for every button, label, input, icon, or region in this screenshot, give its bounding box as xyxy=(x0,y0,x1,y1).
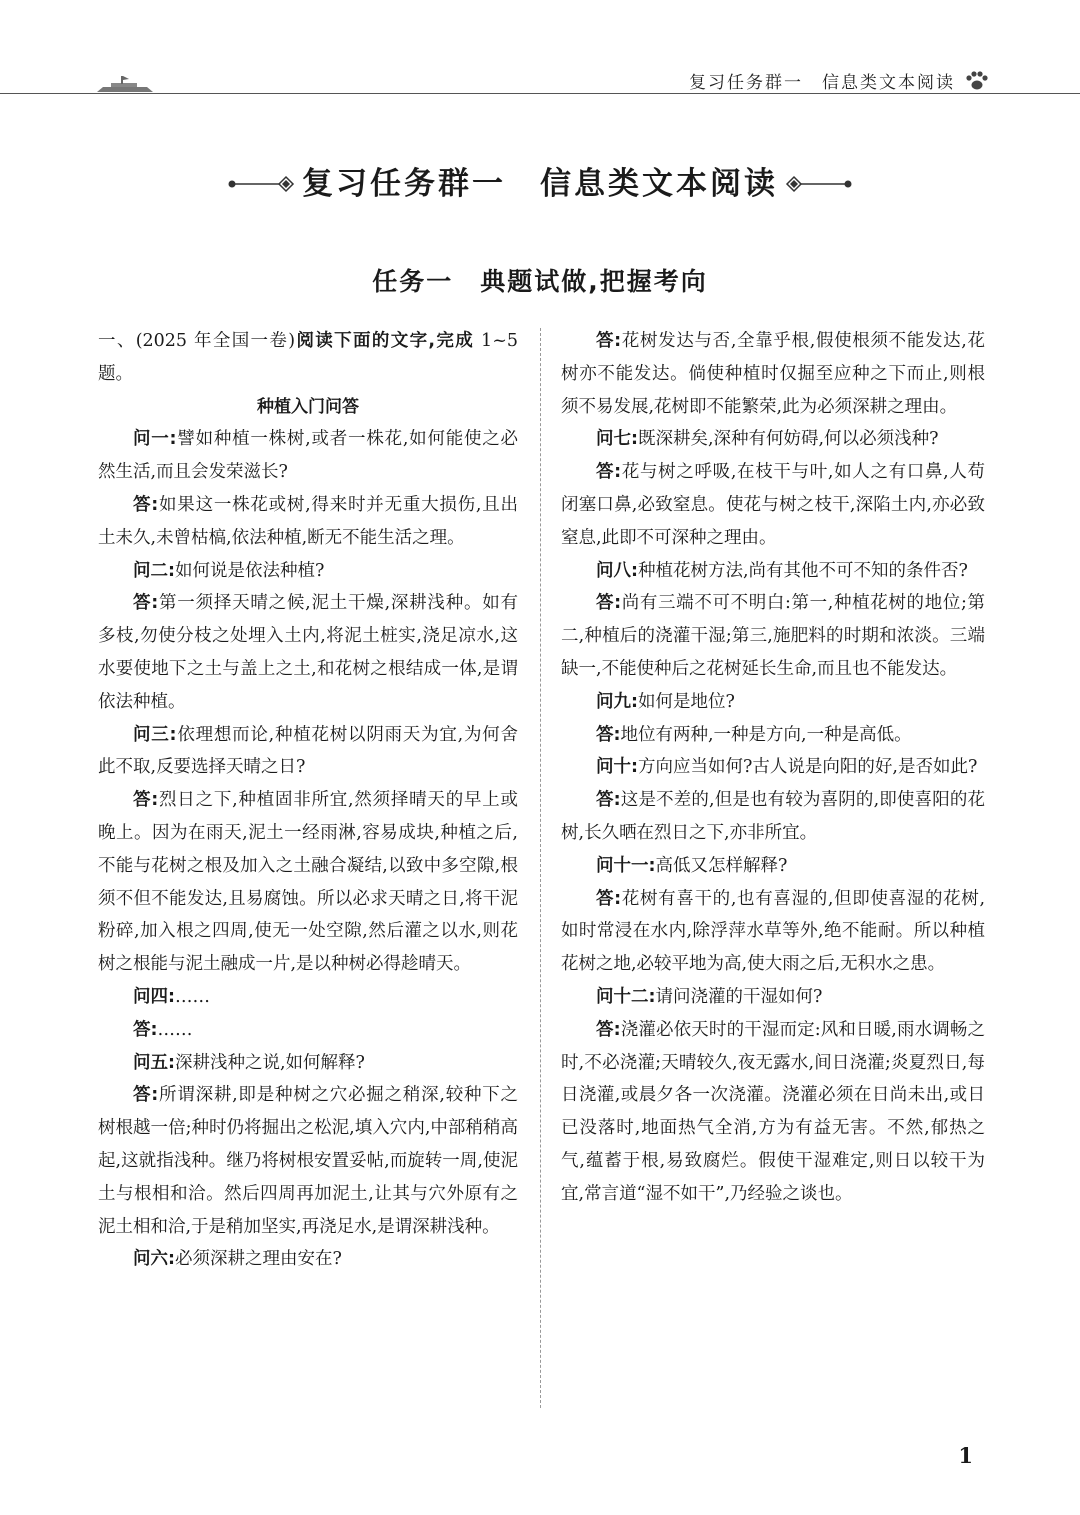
paw-icon xyxy=(964,70,988,92)
qa-paragraph xyxy=(561,981,985,1014)
qa-label: 问十: xyxy=(596,757,638,778)
qa-label: 问六: xyxy=(133,1249,175,1270)
qa-paragraph xyxy=(561,1014,985,1211)
intro-instruction: 阅读下面的文字,完成 xyxy=(295,331,475,351)
qa-paragraph xyxy=(561,850,985,883)
qa-paragraph xyxy=(561,686,985,719)
task-subtitle: 任务一 典题试做,把握考向 xyxy=(372,267,708,296)
qa-label: 答: xyxy=(596,462,622,483)
qa-paragraph xyxy=(98,423,518,489)
qa-label: 答: xyxy=(596,1019,621,1040)
qa-label: 答: xyxy=(133,790,159,811)
qa-paragraph xyxy=(98,1243,518,1276)
qa-text: 浇灌必依天时的干湿而定:风和日暖,雨水调畅之时,不必浇灌;天晴较久,夜无露水,间日浇灌;炎夏烈日,每日浇灌,或晨夕各一次浇灌。浇灌必须在日尚未出,或日已没落时,地面热气全消,方为有益无害。不然,郁热之气,蕴蓄于根,易致腐烂。假使干湿难定,则日以较干为宜,常言道“湿不如干”,乃经验之谈也。 xyxy=(561,1019,985,1204)
qa-paragraph xyxy=(98,587,518,718)
qa-paragraph xyxy=(98,1047,518,1080)
qa-label: 问四: xyxy=(133,986,175,1007)
intro-source: 一、(2025 年全国一卷) xyxy=(98,331,296,351)
qa-label: 问九: xyxy=(596,691,638,712)
header-section-title: 复习任务群一 信息类文本阅读 xyxy=(689,73,955,93)
qa-text: 花树有喜干的,也有喜湿的,但即使喜湿的花树,如时常浸在水内,除浮萍水草等外,绝不能耐。所以种植花树之地,必较平地为高,使大雨之后,无积水之患。 xyxy=(561,888,986,975)
qa-text: 这是不差的,但是也有较为喜阴的,即使喜阳的花树,长久晒在烈日之下,亦非所宜。 xyxy=(561,790,986,843)
qa-paragraph xyxy=(98,981,518,1014)
qa-text: 必须深耕之理由安在? xyxy=(175,1249,342,1270)
qa-label: 答: xyxy=(596,331,622,351)
qa-text: …… xyxy=(157,1019,193,1040)
qa-text: 尚有三端不可不明白:第一,种植花树的地位;第二,种植后的浇灌干湿;第三,施肥料的时期和浓淡。三端缺一,不能使种后之花树延长生命,而且也不能发达。 xyxy=(561,593,985,679)
qa-text: 深耕浅种之说,如何解释? xyxy=(175,1052,365,1073)
qa-paragraph xyxy=(98,489,518,555)
left-column xyxy=(98,325,518,1276)
qa-label: 问二: xyxy=(133,560,175,581)
question-intro xyxy=(98,325,518,391)
right-ornament-icon xyxy=(783,172,853,196)
qa-paragraph xyxy=(561,751,985,784)
qa-label: 答: xyxy=(596,593,622,614)
qa-paragraph xyxy=(98,784,518,981)
header-rule xyxy=(0,93,1080,94)
page-title: 复习任务群一 信息类文本阅读 xyxy=(302,166,778,202)
qa-label: 问七: xyxy=(596,429,638,450)
qa-text: 烈日之下,种植固非所宜,然须择晴天的早上或晚上。因为在雨天,泥土一经雨淋,容易成块,种植之后,不能与花树之根及加入之土融合凝结,以致中多空隙,根须不但不能发达,且易腐蚀。所以必求天晴之日,将干泥粉碎,加入根之四周,使无一处空隙,然后灌之以水,则花树之根能与泥土融成一片,是以种树必得趁晴天。 xyxy=(98,790,518,975)
qa-label: 答: xyxy=(133,1019,158,1040)
qa-label: 问五: xyxy=(133,1052,175,1073)
qa-label: 答: xyxy=(596,888,622,909)
qa-text: 如果这一株花或树,得来时并无重大损伤,且出土未久,未曾枯槁,依法种植,断无不能生活之理。 xyxy=(98,494,518,548)
page-number: 1 xyxy=(958,1443,973,1468)
qa-text: 如何说是依法种植? xyxy=(175,560,325,581)
running-header xyxy=(0,60,1080,96)
qa-text: 依理想而论,种植花树以阴雨天为宜,为何舍此不取,反要选择天晴之日? xyxy=(98,724,519,778)
left-ornament-icon xyxy=(227,172,297,196)
qa-paragraph xyxy=(98,555,518,588)
qa-paragraph xyxy=(98,1014,518,1047)
qa-label: 问十一: xyxy=(596,855,656,876)
qa-paragraph xyxy=(98,1079,518,1243)
qa-label: 问十二: xyxy=(596,986,656,1007)
qa-paragraph xyxy=(561,555,985,588)
qa-text: 第一须择天晴之候,泥土干燥,深耕浅种。如有多枝,勿使分枝之处埋入土内,将泥土桩实,浇足凉水,这水要使地下之土与盖上之土,和花树之根结成一体,是谓依法种植。 xyxy=(98,593,518,712)
qa-paragraph xyxy=(561,325,985,423)
qa-paragraph xyxy=(561,719,985,752)
qa-text: 种植花树方法,尚有其他不可不知的条件否? xyxy=(638,560,968,581)
qa-label: 问八: xyxy=(596,560,638,581)
qa-text: 花树发达与否,全靠乎根,假使根须不能发达,花树亦不能发达。倘使种植时仅掘至应种之下而止,则根须不易发展,花树即不能繁荣,此为必须深耕之理由。 xyxy=(561,331,986,417)
qa-label: 答: xyxy=(596,790,621,811)
qa-text: …… xyxy=(175,986,210,1007)
qa-paragraph xyxy=(561,587,985,685)
qa-paragraph xyxy=(561,456,985,554)
qa-text: 地位有两种,一种是方向,一种是高低。 xyxy=(620,724,912,745)
qa-text: 譬如种植一株树,或者一株花,如何能使之必然生活,而且会发荣滋长? xyxy=(98,429,519,483)
qa-label: 答: xyxy=(133,494,159,515)
column-divider xyxy=(540,328,541,1408)
qa-text: 高低又怎样解释? xyxy=(655,855,788,876)
qa-text: 所谓深耕,即是种树之穴必掘之稍深,较种下之树根越一倍;种时仍将掘出之松泥,填入穴内,中部稍稍高起,这就指浅种。继乃将树根安置妥帖,而旋转一周,使泥土与根相和洽。然后四周再加泥土,让其与穴外原有之泥土相和洽,于是稍加坚实,再浇足水,是谓深耕浅种。 xyxy=(98,1085,518,1237)
qa-paragraph xyxy=(561,883,985,981)
main-title-row xyxy=(0,160,1080,210)
ship-icon xyxy=(95,72,155,94)
qa-paragraph xyxy=(98,719,518,785)
qa-text: 花与树之呼吸,在枝干与叶,如人之有口鼻,人苟闭塞口鼻,必致窒息。使花与树之枝干,深陷土内,亦必致窒息,此即不可深种之理由。 xyxy=(561,462,986,548)
qa-label: 问一: xyxy=(133,429,177,450)
right-column xyxy=(561,325,985,1211)
qa-label: 答: xyxy=(133,1085,159,1106)
qa-label: 答: xyxy=(596,724,621,745)
qa-label: 答: xyxy=(133,593,159,614)
qa-text: 如何是地位? xyxy=(638,691,735,712)
qa-text: 请问浇灌的干湿如何? xyxy=(655,986,823,1007)
qa-text: 方向应当如何?古人说是向阳的好,是否如此? xyxy=(638,757,978,778)
qa-paragraph xyxy=(561,423,985,456)
intro-range: 1~5 题。 xyxy=(98,331,518,384)
qa-text: 既深耕矣,深种有何妨碍,何以必须浅种? xyxy=(638,429,939,450)
qa-label: 问三: xyxy=(133,724,177,745)
article-title: 种植入门问答 xyxy=(257,396,359,417)
qa-paragraph xyxy=(561,784,985,850)
